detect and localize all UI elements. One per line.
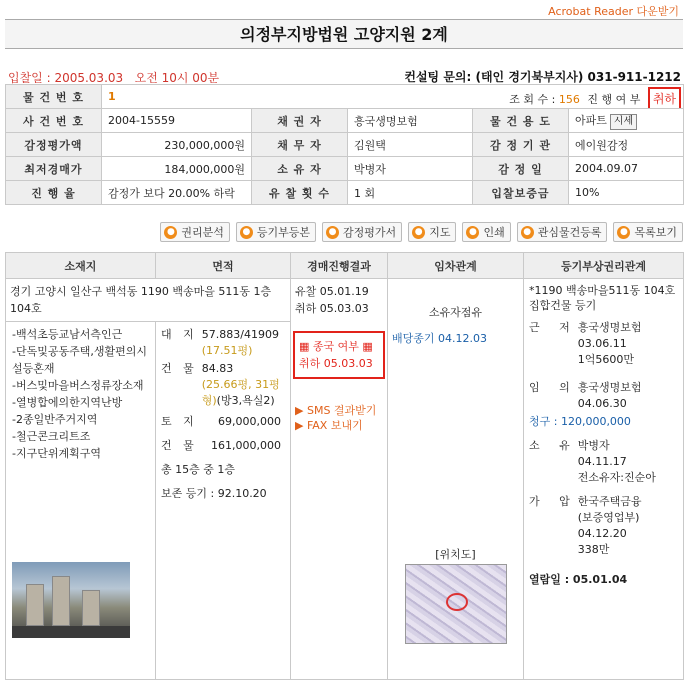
debtor-label: 채 무 자 [252, 133, 348, 157]
list-icon: ● [617, 226, 630, 239]
list-item: -지구단위계획구역 [12, 447, 101, 460]
list-item: -2종일반주거지역 [12, 413, 98, 426]
owner-label: 소 유 자 [252, 157, 348, 181]
list-item: -열병합에의한지역난방 [12, 396, 123, 409]
action-buttons [160, 222, 683, 242]
list-item: -버스및마을버스정류장소재 [12, 379, 144, 392]
print-button[interactable]: ● 인쇄 [462, 222, 510, 242]
fax-send-link[interactable]: ▶ FAX 보내기 [295, 419, 363, 432]
item-no-label: 물 건 번 호 [6, 85, 102, 109]
sms-result-link[interactable]: ▶ SMS 결과받기 [295, 404, 377, 417]
result-line-2: 취하 05.03.03 [295, 302, 369, 315]
feature-list [12, 326, 149, 462]
failed-count-label: 유 찰 횟 수 [252, 181, 348, 205]
property-detail-table [5, 252, 684, 680]
header-result: 경매진행결과 [291, 253, 388, 279]
header-tenant: 임차관계 [388, 253, 524, 279]
court-title: 의정부지방법원 고양지원 2계 [5, 19, 683, 49]
print-icon: ● [466, 226, 479, 239]
failed-count: 1 회 [348, 181, 473, 205]
right-type: 소 유 [529, 439, 578, 452]
appraisal-date-label: 감 정 일 [473, 157, 569, 181]
list-item: -백석초등교남서측인근 [12, 328, 123, 341]
location-map-label: [위치도] [435, 548, 476, 561]
owner: 박병자 [348, 157, 473, 181]
rights-analysis-button[interactable]: ● 권리분석 [160, 222, 230, 242]
registry-icon: ● [240, 226, 253, 239]
rate-label: 진 행 율 [6, 181, 102, 205]
right-type: 가 압 [529, 495, 578, 508]
rate-value: 감정가 보다 20.00% 하락 [102, 181, 252, 205]
acrobat-reader-download-link[interactable]: Acrobat Reader 다운받기 [548, 5, 679, 18]
appraiser: 에이원감정 [569, 133, 684, 157]
creditor: 흥국생명보험 [348, 109, 473, 133]
favorite-icon: ● [521, 226, 534, 239]
debtor: 김원택 [348, 133, 473, 157]
list-item: -단독및공동주택,생활편의시설등혼재 [12, 345, 147, 375]
appraisal-label: 감정평가액 [6, 133, 102, 157]
final-status-title: 종국 여부 [312, 340, 359, 353]
map-button[interactable]: ● 지도 [408, 222, 456, 242]
rights-list: 근 저 흥국생명보험 03.06.11 1억5600만 임 의 흥국생명보험 04.06.30 청구 : 120,000,000 소 유 박병자 04.11.17 전소유자:진순아 가 압 한국주택금융 (보증영업부) 04.12.20 338만 [529, 319, 656, 559]
appraisal-doc-icon: ● [326, 226, 339, 239]
favorite-button[interactable]: ● 관심물건등록 [517, 222, 608, 242]
list-item: -철근콘크리트조 [12, 430, 91, 443]
usage-label: 물 건 용 도 [473, 109, 569, 133]
list-view-button[interactable]: ● 목록보기 [613, 222, 683, 242]
deposit-label: 입찰보증금 [473, 181, 569, 205]
usage: 아파트 [575, 113, 607, 127]
min-price-value: 184,000,000원 [102, 157, 252, 181]
header-location: 소재지 [6, 253, 156, 279]
appraiser-label: 감 정 기 관 [473, 133, 569, 157]
view-date: 열람일 : 05.01.04 [529, 573, 628, 586]
case-no: 2004-15559 [102, 109, 252, 133]
appraisal-date: 2004.09.07 [569, 157, 684, 181]
map-icon: ● [412, 226, 425, 239]
views-count: 156 [558, 93, 580, 106]
progress-label: 진 행 여 부 [587, 93, 641, 106]
right-type: 임 의 [529, 381, 578, 394]
right-type: 근 저 [529, 321, 578, 334]
registry-button[interactable]: ● 등기부등본 [236, 222, 316, 242]
area-details: 대 지 57.883/41909 (17.51평) 건 물 84.83 (25.66평, 31평형)(방3,욕실2) 토 지 69,000,000 건 물 161,000,000 총 15층 중 1층 보존 등기 : 92.10.20 [159, 326, 287, 503]
header-rights: 등기부상권리관계 [524, 253, 684, 279]
header-area: 면적 [156, 253, 291, 279]
min-price-label: 최저경매가 [6, 157, 102, 181]
preserve-registry: 보존 등기 : 92.10.20 [161, 487, 267, 500]
property-photo[interactable] [12, 562, 130, 638]
floor-info: 총 15층 중 1층 [161, 463, 235, 476]
final-status-line: 취하 05.03.03 [299, 357, 373, 370]
market-price-button[interactable]: 시세 [610, 114, 637, 130]
creditor-label: 채 권 자 [252, 109, 348, 133]
appraisal-value: 230,000,000원 [102, 133, 252, 157]
consulting-contact: 컨설팅 문의: (태인 경기북부지사) 031-911-1212 [404, 70, 681, 84]
rights-icon: ● [164, 226, 177, 239]
case-info-table [5, 84, 684, 205]
tenant-occupant: 소유자점유 [428, 306, 483, 319]
progress-status-badge: 취하 [648, 87, 681, 109]
address: 경기 고양시 일산구 백석동 1190 백송마을 511동 1층104호 [6, 279, 291, 322]
deposit-value: 10% [569, 181, 684, 205]
appraisal-doc-button[interactable]: ● 감정평가서 [322, 222, 402, 242]
rights-intro: *1190 백송마을511동 104호 집합건물 등기 [529, 284, 676, 312]
dividend-deadline: 배당종기 04.12.03 [392, 332, 487, 345]
case-no-label: 사 건 번 호 [6, 109, 102, 133]
location-map-image[interactable] [405, 564, 507, 644]
views-label: 조 회 수 : [509, 93, 556, 106]
bid-date: 입찰일 : 2005.03.03 오전 10시 00분 [8, 71, 220, 85]
claim-amount: 청구 : 120,000,000 [529, 415, 631, 428]
item-no: 1 [108, 90, 116, 103]
result-line-1: 유찰 05.01.19 [295, 285, 369, 298]
final-status-box: ▦ 종국 여부 ▦ 취하 05.03.03 [293, 331, 385, 379]
